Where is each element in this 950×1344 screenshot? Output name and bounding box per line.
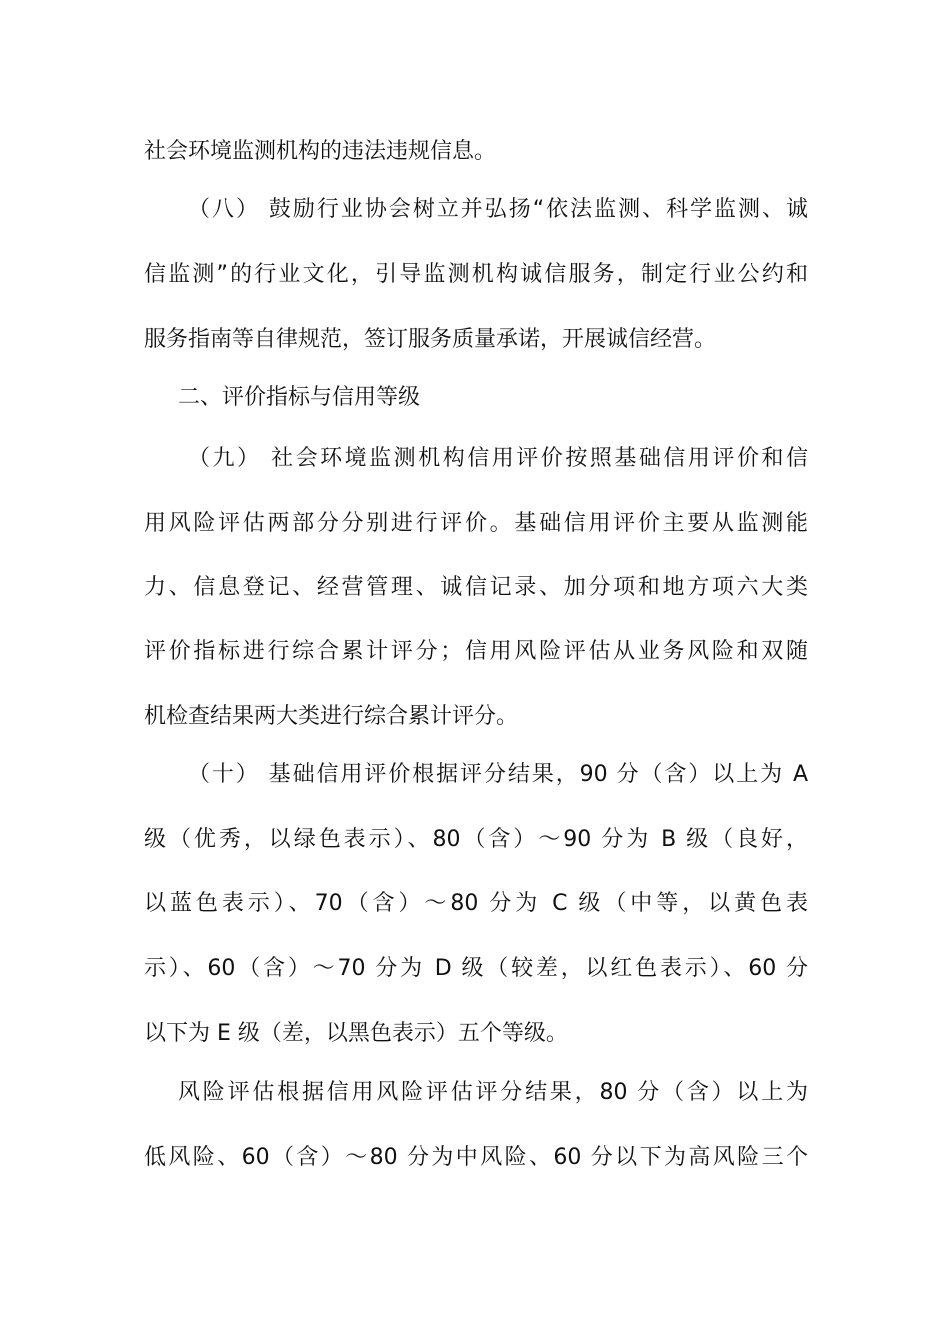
section-heading: 二、评价指标与信用等级 bbox=[178, 385, 421, 410]
text-line-1: 社会环境监测机构的违法违规信息。 bbox=[144, 139, 497, 164]
text-line-11: （十） 基础信用评价根据评分结果，90 分（含）以上为 A bbox=[188, 762, 808, 787]
text-line-12: 级（优秀，以绿色表示）、80（含）～90 分为 B 级（良好， bbox=[144, 827, 808, 852]
text-line-7: 用风险评估两部分分别进行评价。基础信用评价主要从监测能 bbox=[144, 511, 808, 536]
text-line-2: （八） 鼓励行业协会树立并弘扬“依法监测、科学监测、诚 bbox=[188, 197, 808, 222]
text-line-10: 机检查结果两大类进行综合累计评分。 bbox=[144, 704, 519, 729]
text-line-3: 信监测”的行业文化，引导监测机构诚信服务，制定行业公约和 bbox=[144, 262, 808, 287]
text-line-13: 以蓝色表示）、70（含）～80 分为 C 级（中等，以黄色表 bbox=[144, 891, 808, 916]
text-line-17: 低风险、60（含）～80 分为中风险、60 分以下为高风险三个 bbox=[144, 1145, 808, 1170]
text-line-16: 风险评估根据信用风险评估评分结果，80 分（含）以上为 bbox=[178, 1080, 808, 1105]
text-line-9: 评价指标进行综合累计评分；信用风险评估从业务风险和双随 bbox=[144, 639, 808, 664]
text-line-6: （九） 社会环境监测机构信用评价按照基础信用评价和信 bbox=[188, 446, 808, 471]
text-line-4: 服务指南等自律规范，签订服务质量承诺，开展诚信经营。 bbox=[144, 327, 717, 352]
text-line-15: 以下为 E 级（差，以黑色表示）五个等级。 bbox=[144, 1021, 568, 1046]
text-line-14: 示）、60（含）～70 分为 D 级（较差，以红色表示）、60 分 bbox=[144, 956, 808, 981]
text-line-8: 力、信息登记、经营管理、诚信记录、加分项和地方项六大类 bbox=[144, 575, 808, 600]
